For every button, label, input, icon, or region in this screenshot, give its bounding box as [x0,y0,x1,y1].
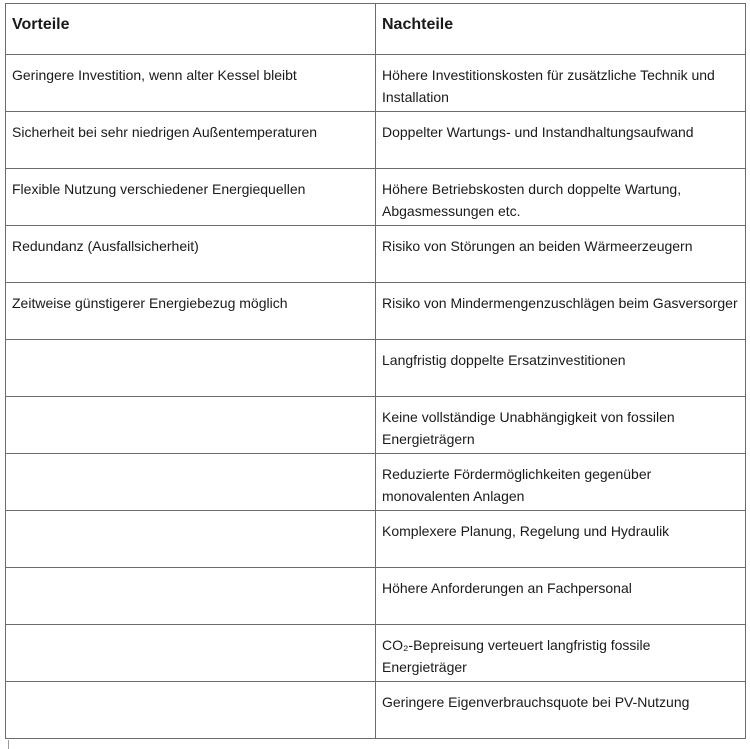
advantage-cell: Geringere Investition, wenn alter Kessel bleibt [6,55,376,112]
advantage-cell: Zeitweise günstigerer Energiebezug möglich [6,283,376,340]
advantage-cell: Sicherheit bei sehr niedrigen Außentemperaturen [6,112,376,169]
table-row [6,511,746,568]
disadvantage-cell: Langfristig doppelte Ersatzinvestitionen [376,340,746,397]
disadvantage-cell: Reduzierte Fördermöglichkeiten gegenüber monovalenten Anlagen [376,454,746,511]
advantage-cell [6,568,376,625]
table-row [6,169,746,226]
disadvantage-cell: CO₂-Bepreisung verteuert langfristig fossile Energieträger [376,625,746,682]
table-row [6,454,746,511]
table-row [6,397,746,454]
disadvantage-cell: Komplexere Planung, Regelung und Hydraulik [376,511,746,568]
page-margin-marker [8,740,9,749]
disadvantage-cell: Doppelter Wartungs- und Instandhaltungsaufwand [376,112,746,169]
advantage-cell [6,397,376,454]
advantage-cell [6,511,376,568]
table-row [6,112,746,169]
disadvantage-cell: Risiko von Störungen an beiden Wärmeerzeugern [376,226,746,283]
advantage-cell: Redundanz (Ausfallsicherheit) [6,226,376,283]
table-row [6,55,746,112]
table-row [6,682,746,739]
disadvantage-cell: Höhere Betriebskosten durch doppelte Wartung, Abgasmessungen etc. [376,169,746,226]
disadvantage-cell: Geringere Eigenverbrauchsquote bei PV-Nutzung [376,682,746,739]
table-row [6,568,746,625]
table-row [6,226,746,283]
advantage-cell [6,340,376,397]
pros-cons-table [5,3,746,739]
disadvantage-cell: Höhere Investitionskosten für zusätzliche Technik und Installation [376,55,746,112]
header-disadvantages: Nachteile [376,4,746,55]
disadvantage-cell: Risiko von Mindermengenzuschlägen beim Gasversorger [376,283,746,340]
table-row [6,625,746,682]
advantage-cell [6,682,376,739]
advantage-cell [6,454,376,511]
advantage-cell: Flexible Nutzung verschiedener Energiequellen [6,169,376,226]
table-row [6,283,746,340]
table-row [6,340,746,397]
disadvantage-cell: Keine vollständige Unabhängigkeit von fossilen Energieträgern [376,397,746,454]
advantage-cell [6,625,376,682]
disadvantage-cell: Höhere Anforderungen an Fachpersonal [376,568,746,625]
table-header-row [6,4,746,55]
header-advantages: Vorteile [6,4,376,55]
